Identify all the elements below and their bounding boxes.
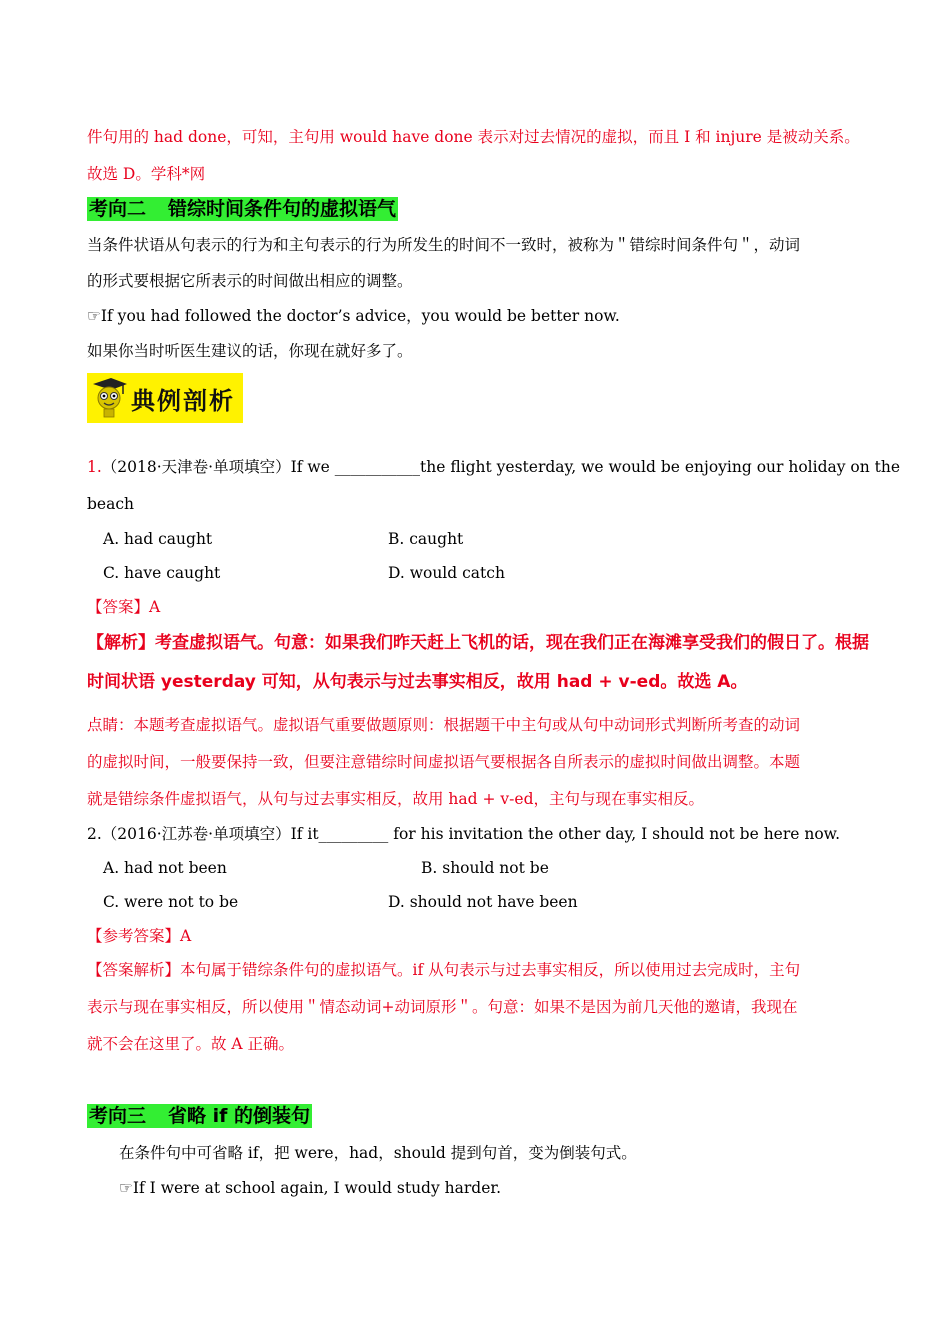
- q1-stem-line-1: [87, 457, 900, 477]
- section2-heading: [87, 197, 398, 221]
- section3-heading-prefix: 考向三: [89, 1105, 147, 1127]
- q1-tip-2: 的虚拟时间，一般要保持一致，但要注意错综时间虚拟语气要根据各自所表示的虚拟时间做出调整。本题: [87, 753, 801, 771]
- q2-stem: 2.（2016·江苏卷·单项填空）If it_________ for his invitation the other day, I should not be here now.: [87, 825, 841, 843]
- typical-example-badge: [87, 373, 243, 423]
- badge-text: 典例剖析: [131, 386, 235, 415]
- q2-option-c: C. were not to be: [103, 893, 239, 911]
- q1-analysis-2: 时间状语 yesterday 可知，从句表示与过去事实相反，故用 had + v-ed。故选 A。: [87, 672, 748, 692]
- section2-example-cn: 如果你当时听医生建议的话，你现在就好多了。: [87, 342, 413, 360]
- scholar-avatar-icon: [89, 376, 129, 420]
- section3-heading-title: 省略 if 的倒装句: [168, 1105, 311, 1127]
- section2-heading-prefix: 考向二: [89, 198, 147, 220]
- section2-desc-1: 当条件状语从句表示的行为和主句表示的行为所发生的时间不一致时，被称为＂错综时间条件句＂，动词: [87, 236, 801, 254]
- q1-option-c: C. have caught: [103, 564, 221, 582]
- q1-number: 1.: [87, 458, 102, 476]
- section3-desc: 在条件句中可省略 if，把 were，had，should 提到句首，变为倒装句式。: [119, 1144, 637, 1162]
- q1-option-d: D. would catch: [388, 564, 505, 582]
- q1-tip-3: 就是错综条件虚拟语气，从句与过去事实相反，故用 had + v-ed，主句与现在事实相反。: [87, 790, 705, 808]
- section2-heading-title: 错综时间条件句的虚拟语气: [168, 198, 397, 220]
- q1-tip-1: 点睛：本题考查虚拟语气。虚拟语气重要做题原则：根据题干中主句或从句中动词形式判断所考查的动词: [87, 716, 801, 734]
- q2-analysis-3: 就不会在这里了。故 A 正确。: [87, 1035, 295, 1053]
- q1-stem-line-2: beach: [87, 495, 134, 513]
- q1-option-b: B. caught: [388, 530, 464, 548]
- q2-option-a: A. had not been: [103, 859, 227, 877]
- q2-analysis-1: 【答案解析】本句属于错综条件句的虚拟语气。if 从句表示与过去事实相反，所以使用过去完成时，主句: [87, 961, 801, 979]
- intro-line-2: 故选 D。学科*网: [87, 165, 206, 183]
- section2-desc-2: 的形式要根据它所表示的时间做出相应的调整。: [87, 272, 413, 290]
- section2-example-en: ☞If you had followed the doctor’s advice，you would be better now.: [87, 307, 620, 325]
- section3-example-en: ☞If I were at school again, I would study harder.: [119, 1179, 502, 1197]
- section3-heading: [87, 1104, 312, 1128]
- q1-answer: 【答案】A: [87, 598, 161, 616]
- q2-answer: 【参考答案】A: [87, 927, 192, 945]
- q1-analysis-1: 【解析】考查虚拟语气。句意：如果我们昨天赶上飞机的话，现在我们正在海滩享受我们的假日了。根据: [87, 633, 869, 653]
- q2-analysis-2: 表示与现在事实相反，所以使用＂情态动词+动词原形＂。句意：如果不是因为前几天他的邀请，我现在: [87, 998, 798, 1016]
- q1-option-a: A. had caught: [103, 530, 213, 548]
- q2-option-b: B. should not be: [421, 859, 549, 877]
- q2-option-d: D. should not have been: [388, 893, 578, 911]
- q1-stem-text: （2018·天津卷·单项填空）If we ___________the flight yesterday, we would be enjoying our holiday on the: [101, 458, 901, 476]
- intro-line-1: 件句用的 had done，可知，主句用 would have done 表示对过去情况的虚拟，而且 I 和 injure 是被动关系。: [87, 128, 860, 146]
